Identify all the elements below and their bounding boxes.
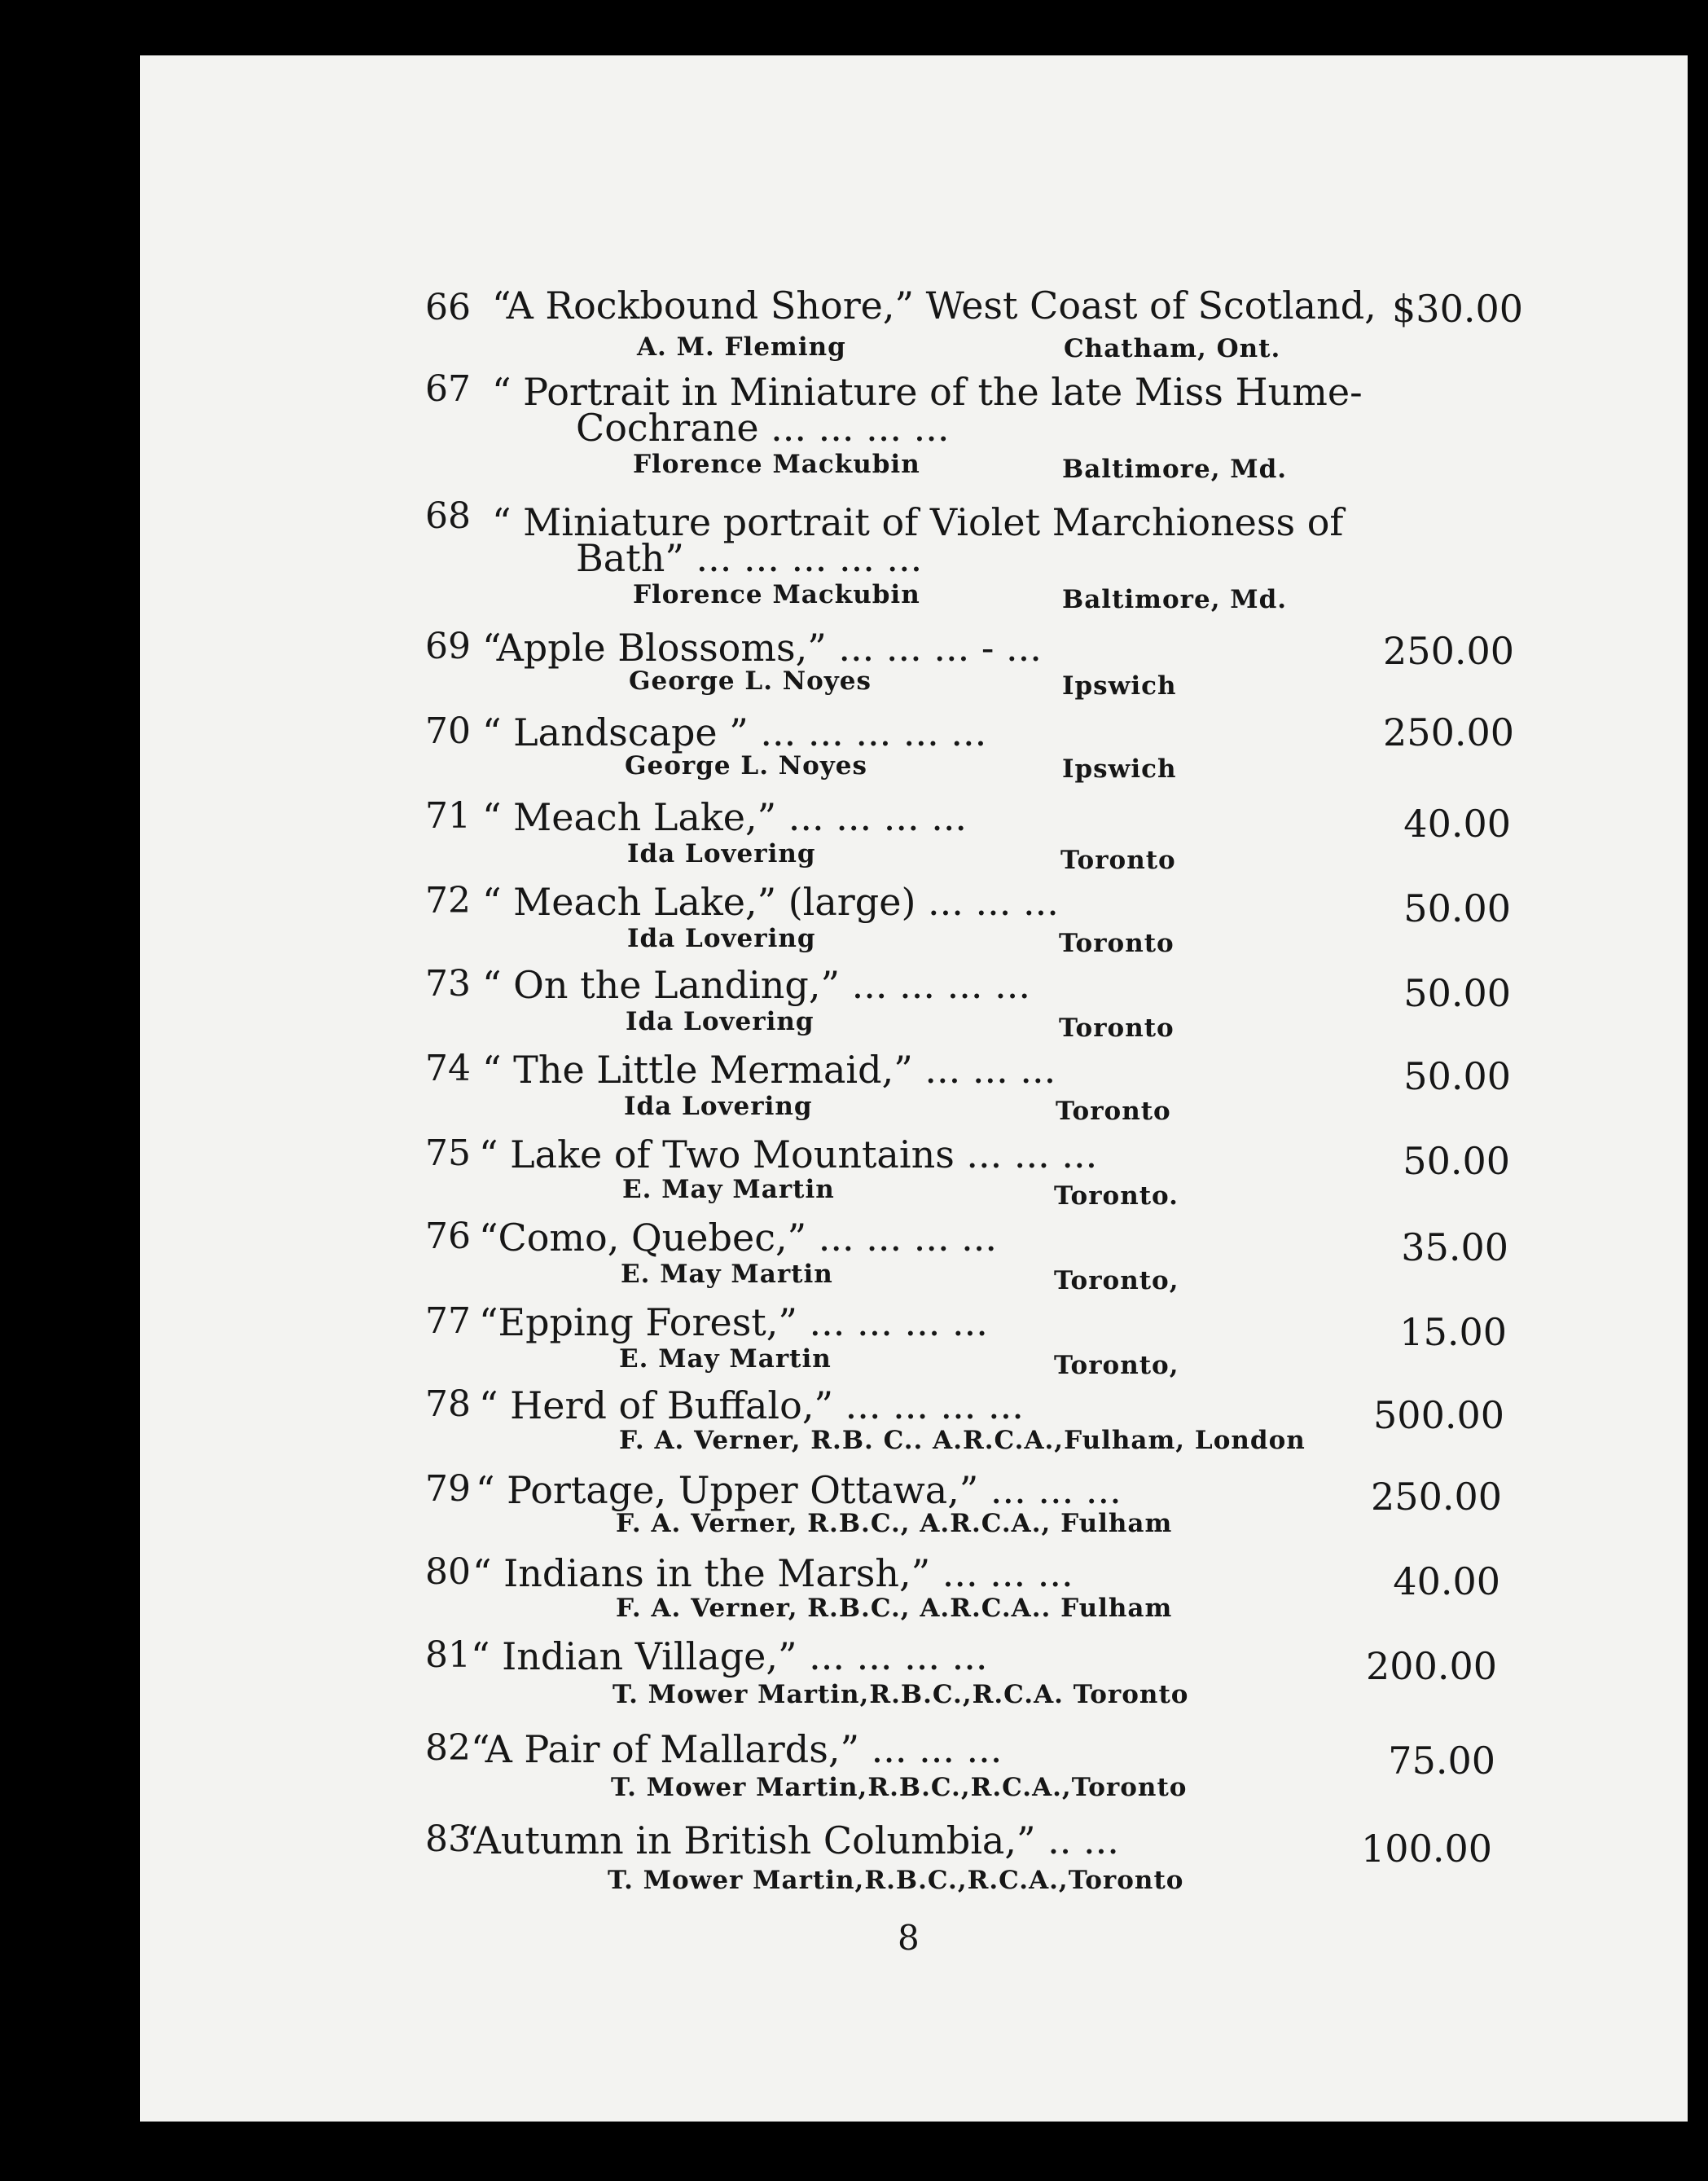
entry-place: Ipswich [1062,754,1177,784]
entry-place: Toronto, [1054,1351,1179,1380]
entry-price: 200.00 [1366,1644,1497,1688]
entry-artist: Ida Lovering [626,1007,814,1036]
entry-artist: F. A. Verner, R.B. C.. A.R.C.A.,Fulham, London [619,1426,1306,1455]
entry-title: “ Portrait in Miniature of the late Miss Hume- [492,370,1363,414]
entry-price: 250.00 [1383,629,1514,673]
entry-artist: Ida Lovering [627,839,816,868]
entry-title: “Epping Forest,” ... ... ... ... [479,1300,988,1344]
entry-title: “ Meach Lake,” (large) ... ... ... [482,880,1059,924]
entry-place: Ipswich [1062,671,1177,701]
entry-number: 76 [425,1216,471,1257]
entry-place: Toronto [1059,929,1175,958]
entry-title: “ Landscape ” ... ... ... ... ... [482,710,987,754]
entry-title: “A Rockbound Shore,” West Coast of Scotland, [492,284,1376,328]
entry-number: 82 [425,1727,471,1769]
entry-title: “ Meach Lake,” ... ... ... ... [482,795,968,839]
entry-price: 75.00 [1388,1739,1495,1783]
entry-place: Toronto [1060,846,1176,875]
entry-number: 69 [425,626,471,667]
entry-place: Baltimore, Md. [1062,585,1288,614]
entry-number: 73 [425,963,471,1005]
entry-number: 67 [425,368,471,410]
entry-title-continued: Bath” ... ... ... ... ... [576,536,923,580]
entry-title: “ Miniature portrait of Violet Marchioness of [492,500,1344,544]
entry-price: 100.00 [1361,1827,1492,1871]
entry-artist: A. M. Fleming [637,332,846,362]
entry-artist: Ida Lovering [627,924,816,953]
entry-artist: F. A. Verner, R.B.C., A.R.C.A., Fulham [616,1509,1173,1538]
entry-number: 81 [425,1634,471,1676]
entry-number: 79 [425,1468,471,1510]
page-number: 8 [898,1918,920,1958]
entry-price: 40.00 [1393,1559,1500,1603]
entry-artist: Ida Lovering [624,1092,813,1121]
entry-title: “ Portage, Upper Ottawa,” ... ... ... [476,1468,1122,1512]
entry-title: “Como, Quebec,” ... ... ... ... [479,1216,998,1260]
entry-number: 77 [425,1300,471,1342]
entry-title-continued: Cochrane ... ... ... ... [576,406,950,450]
entry-place: Toronto [1059,1014,1175,1043]
entry-price: 50.00 [1403,886,1511,930]
entry-price: 35.00 [1401,1225,1508,1269]
entry-number: 71 [425,795,471,837]
entry-artist: T. Mower Martin,R.B.C.,R.C.A. Toronto [613,1680,1189,1709]
entry-artist: Florence Mackubin [633,580,920,609]
entry-number: 70 [425,710,471,752]
entry-place: Toronto. [1054,1181,1179,1211]
entry-price: 500.00 [1373,1393,1504,1437]
entry-price: 40.00 [1403,802,1511,846]
entry-price: 250.00 [1383,710,1514,754]
entry-artist: E. May Martin [621,1260,833,1289]
entry-price: 50.00 [1403,971,1511,1015]
entry-artist: F. A. Verner, R.B.C., A.R.C.A.. Fulham [616,1594,1173,1623]
entry-artist: E. May Martin [622,1175,835,1204]
entry-title: “A Pair of Mallards,” ... ... ... [471,1727,1003,1771]
entry-place: Chatham, Ont. [1064,334,1281,363]
entry-number: 68 [425,495,471,537]
entry-artist: T. Mower Martin,R.B.C.,R.C.A.,Toronto [611,1773,1188,1802]
entry-price: 50.00 [1403,1139,1510,1183]
entry-place: Toronto [1056,1097,1171,1126]
entry-artist: George L. Noyes [625,751,867,780]
entry-artist: E. May Martin [619,1344,832,1374]
entry-number: 80 [425,1551,471,1593]
entry-number: 66 [425,287,471,328]
entry-number: 72 [425,880,471,921]
entry-number: 78 [425,1383,471,1425]
catalogue-page [140,55,1688,2122]
entry-title: “ Herd of Buffalo,” ... ... ... ... [479,1383,1024,1427]
entry-artist: T. Mower Martin,R.B.C.,R.C.A.,Toronto [608,1866,1184,1895]
entry-number: 83 [425,1818,471,1860]
entry-price: 50.00 [1403,1054,1511,1098]
entry-title: “ The Little Mermaid,” ... ... ... [482,1048,1056,1092]
entry-price: 250.00 [1371,1475,1502,1519]
entry-title: “ Lake of Two Mountains ... ... ... [479,1132,1098,1176]
entry-price: 15.00 [1399,1310,1507,1354]
entry-number: 75 [425,1132,471,1174]
entry-price: $30.00 [1392,287,1523,331]
entry-title: “ Indian Village,” ... ... ... ... [471,1634,988,1678]
entry-title: “ On the Landing,” ... ... ... ... [482,963,1030,1007]
entry-title: “ Indians in the Marsh,” ... ... ... [472,1551,1074,1595]
entry-artist: George L. Noyes [629,666,872,696]
entry-title: “Autumn in British Columbia,” .. ... [459,1818,1119,1862]
entry-place: Baltimore, Md. [1062,455,1288,484]
entry-place: Toronto, [1054,1266,1179,1295]
entry-artist: Florence Mackubin [633,450,920,479]
entry-title: “Apple Blossoms,” ... ... ... - ... [482,626,1042,670]
entry-number: 74 [425,1048,471,1089]
